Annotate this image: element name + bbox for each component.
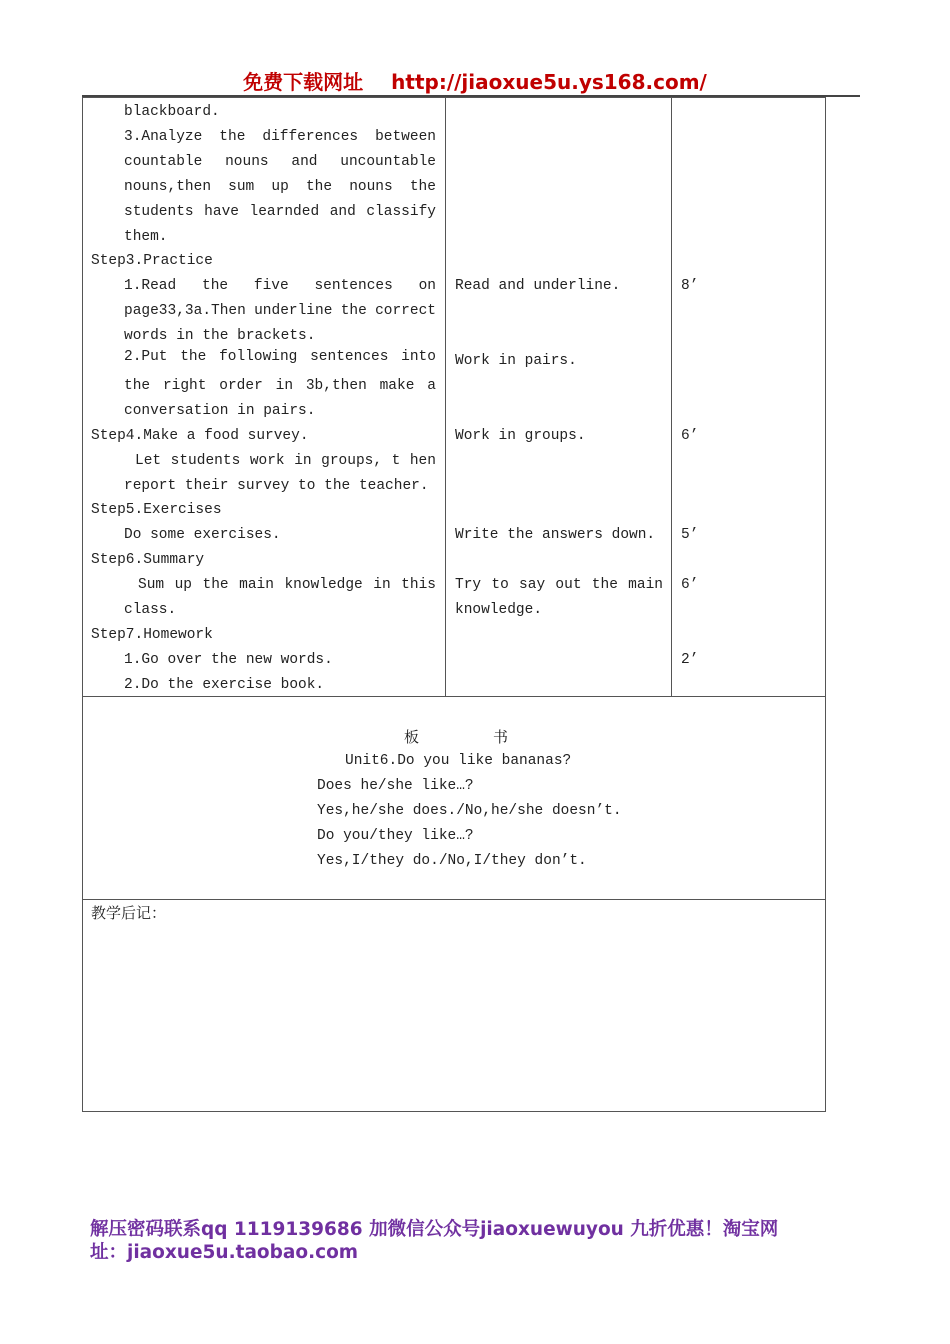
procedure-line: class. [124, 602, 177, 618]
word: up [271, 179, 289, 195]
procedure-line: them. [124, 229, 168, 245]
word: the [219, 129, 246, 145]
header-label: 免费下载网址 [243, 70, 364, 94]
word: differences [262, 129, 359, 145]
procedure-line [124, 276, 436, 296]
header-url[interactable]: http://jiaoxue5u.ys168.com/ [391, 70, 707, 94]
word: underline [254, 303, 333, 319]
word: nouns [225, 154, 269, 170]
word: in [275, 378, 294, 394]
board-line: Yes,he/she does./No,he/she doesn’t. [317, 803, 622, 819]
procedure-line [124, 301, 436, 321]
word: main [628, 577, 663, 593]
word: the [180, 349, 207, 365]
word: hen [409, 453, 436, 469]
word: sentences [314, 278, 393, 294]
word: out [555, 577, 582, 593]
activity-text: knowledge. [455, 602, 543, 618]
word: order [219, 378, 263, 394]
activity-text: Work in pairs. [455, 353, 577, 369]
word: the [202, 278, 229, 294]
word: sentences [310, 349, 389, 365]
word: countable [124, 154, 203, 170]
word: t [391, 453, 401, 469]
word: in [373, 577, 391, 593]
word: the [202, 577, 229, 593]
word: the [591, 577, 618, 593]
time-value: 2’ [681, 652, 699, 668]
procedure-line [138, 575, 436, 595]
word: work [249, 453, 285, 469]
word: sum [228, 179, 255, 195]
word: the [340, 303, 367, 319]
word: say [519, 577, 546, 593]
step-heading: Step7.Homework [91, 627, 213, 643]
notes-label: 教学后记： [91, 904, 167, 922]
activity-text [455, 575, 663, 595]
footer-line-1: 解压密码联系qq 1119139686 加微信公众号jiaoxuewuyou 九折优惠！淘宝网 [90, 1219, 779, 1240]
word: between [375, 129, 436, 145]
procedure-line [124, 347, 436, 367]
word: five [253, 278, 289, 294]
word: Let [135, 453, 162, 469]
word: Try [455, 577, 482, 593]
activity-text: Work in groups. [455, 428, 586, 444]
word: Sum [138, 577, 165, 593]
procedure-line: 2.Do the exercise book. [124, 677, 325, 693]
word: this [401, 577, 436, 593]
download-header [0, 66, 950, 95]
word: and [291, 154, 318, 170]
word: main [239, 577, 274, 593]
word: a [427, 378, 436, 394]
activity-text: Read and underline. [455, 278, 621, 294]
word: nouns,then [124, 179, 212, 195]
procedure-line: words in the brackets. [124, 328, 316, 344]
time-value: 5’ [681, 527, 699, 543]
procedure-line [135, 451, 436, 471]
step-heading: Step6.Summary [91, 552, 205, 568]
board-unit: Unit6.Do you like bananas? [345, 753, 572, 769]
board-title [404, 726, 508, 747]
word: 3.Analyze [124, 129, 203, 145]
word: 3b,then [305, 378, 367, 394]
board-line: Do you/they like…? [317, 828, 474, 844]
word: the [409, 179, 436, 195]
activity-text: Write the answers down. [455, 527, 656, 543]
word: classify [366, 204, 436, 220]
word: in [294, 453, 312, 469]
procedure-line [124, 127, 436, 147]
word: following [219, 349, 298, 365]
word: the [305, 179, 333, 195]
footer-line-2[interactable]: 址：jiaoxue5u.taobao.com [90, 1242, 359, 1263]
word: into [401, 349, 436, 365]
procedure-line [124, 177, 436, 197]
time-value: 6’ [681, 577, 699, 593]
time-value: 8’ [681, 278, 699, 294]
word: on [418, 278, 436, 294]
word: students [170, 453, 241, 469]
column-divider-2 [671, 97, 672, 697]
word: and [329, 204, 356, 220]
procedure-line: report their survey to the teacher. [124, 478, 429, 494]
column-divider-1 [445, 97, 446, 697]
step-heading: Step4.Make a food survey. [91, 428, 309, 444]
word: nouns [349, 179, 393, 195]
word: the [124, 378, 151, 394]
board-line: Yes,I/they do./No,I/they don’t. [317, 853, 587, 869]
procedure-line [124, 376, 436, 396]
footer-contact [90, 1218, 850, 1264]
word: up [174, 577, 193, 593]
word: 2.Put [124, 349, 168, 365]
procedure-line: conversation in pairs. [124, 403, 316, 419]
word: students [124, 204, 194, 220]
procedure-line [124, 202, 436, 222]
step-heading: Step3.Practice [91, 253, 213, 269]
word: 1.Read [124, 278, 177, 294]
word: knowledge [284, 577, 363, 593]
word: right [162, 378, 207, 394]
word: uncountable [340, 154, 436, 170]
word: to [491, 577, 509, 593]
step-heading: Step5.Exercises [91, 502, 222, 518]
word: groups, [321, 453, 383, 469]
board-title-char: 书 [493, 728, 509, 746]
word: page33,3a.Then [124, 303, 246, 319]
procedure-line: Do some exercises. [124, 527, 281, 543]
time-value: 6’ [681, 428, 699, 444]
word: make [379, 378, 415, 394]
procedure-line: blackboard. [124, 104, 220, 120]
board-line: Does he/she like…? [317, 778, 474, 794]
board-title-char: 板 [404, 728, 420, 746]
procedure-line [124, 152, 436, 172]
word: learnded [249, 204, 320, 220]
word: have [204, 204, 239, 220]
procedure-line: 1.Go over the new words. [124, 652, 333, 668]
notes-section [82, 899, 826, 1112]
word: correct [375, 303, 436, 319]
